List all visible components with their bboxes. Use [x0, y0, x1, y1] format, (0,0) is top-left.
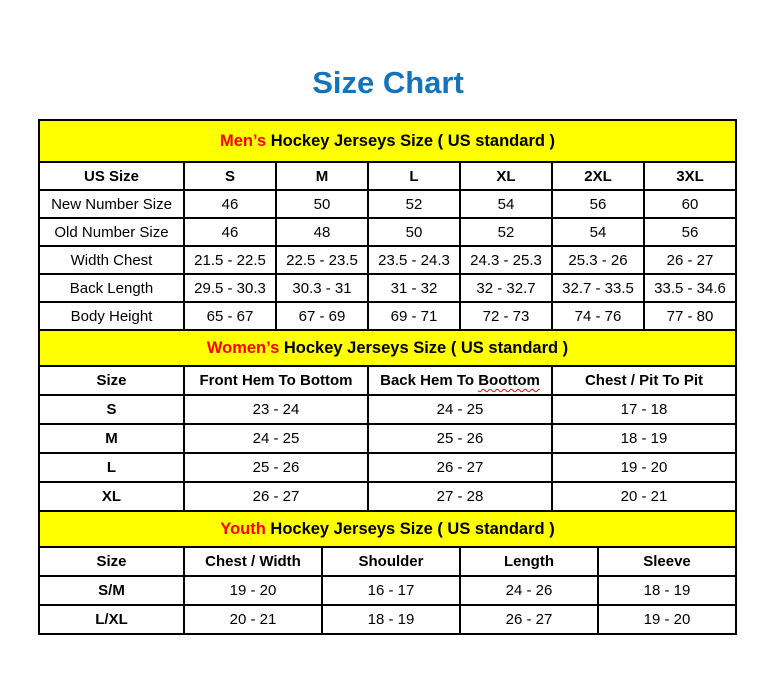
cell-value: 20 - 21 — [552, 482, 736, 511]
table-row — [39, 302, 736, 330]
cell-value: 25.3 - 26 — [552, 246, 644, 274]
row-label: Width Chest — [39, 246, 184, 274]
cell-value: 27 - 28 — [368, 482, 552, 511]
cell-value: 24 - 25 — [368, 395, 552, 424]
mens-col-m: M — [276, 162, 368, 190]
table-row — [39, 274, 736, 302]
womens-col-chest: Chest / Pit To Pit — [552, 366, 736, 395]
youth-col-shoulder: Shoulder — [322, 547, 460, 576]
table-row — [39, 190, 736, 218]
womens-column-header-row — [39, 366, 736, 395]
cell-value: 33.5 - 34.6 — [644, 274, 736, 302]
cell-value: 19 - 20 — [598, 605, 736, 634]
cell-value: 50 — [276, 190, 368, 218]
cell-value: 24 - 25 — [184, 424, 368, 453]
mens-col-2xl: 2XL — [552, 162, 644, 190]
womens-col-size: Size — [39, 366, 184, 395]
cell-value: 30.3 - 31 — [276, 274, 368, 302]
cell-value: 54 — [460, 190, 552, 218]
cell-value: 54 — [552, 218, 644, 246]
mens-col-s: S — [184, 162, 276, 190]
youth-size-table — [38, 510, 737, 635]
cell-value: 67 - 69 — [276, 302, 368, 330]
cell-value: 77 - 80 — [644, 302, 736, 330]
row-label: Old Number Size — [39, 218, 184, 246]
cell-value: 74 - 76 — [552, 302, 644, 330]
cell-value: 52 — [460, 218, 552, 246]
table-row — [39, 605, 736, 634]
size-tables-container — [38, 119, 735, 635]
cell-value: 65 - 67 — [184, 302, 276, 330]
cell-value: 26 - 27 — [644, 246, 736, 274]
youth-col-size: Size — [39, 547, 184, 576]
row-label: New Number Size — [39, 190, 184, 218]
mens-accent-label: Men’s — [219, 131, 267, 150]
youth-section-header-row — [39, 511, 736, 547]
cell-value: 32 - 32.7 — [460, 274, 552, 302]
youth-section-title — [39, 511, 736, 547]
cell-value: 32.7 - 33.5 — [552, 274, 644, 302]
womens-section-header-row — [39, 330, 736, 366]
cell-value: 26 - 27 — [368, 453, 552, 482]
cell-value: 52 — [368, 190, 460, 218]
cell-value: 21.5 - 22.5 — [184, 246, 276, 274]
mens-section-title — [39, 120, 736, 162]
cell-value: 31 - 32 — [368, 274, 460, 302]
cell-value: 17 - 18 — [552, 395, 736, 424]
womens-col-back-hem — [368, 366, 552, 395]
cell-value: 18 - 19 — [322, 605, 460, 634]
womens-size-table — [38, 329, 737, 512]
cell-value: 16 - 17 — [322, 576, 460, 605]
row-label: Back Length — [39, 274, 184, 302]
table-row — [39, 395, 736, 424]
row-label: L/XL — [39, 605, 184, 634]
mens-column-header-row — [39, 162, 736, 190]
youth-col-sleeve: Sleeve — [598, 547, 736, 576]
cell-value: 18 - 19 — [598, 576, 736, 605]
womens-title-text: Hockey Jerseys Size ( US standard ) — [279, 338, 569, 357]
cell-value: 29.5 - 30.3 — [184, 274, 276, 302]
table-row — [39, 424, 736, 453]
cell-value: 24.3 - 25.3 — [460, 246, 552, 274]
cell-value: 24 - 26 — [460, 576, 598, 605]
cell-value: 56 — [552, 190, 644, 218]
cell-value: 23.5 - 24.3 — [368, 246, 460, 274]
mens-col-l: L — [368, 162, 460, 190]
womens-col-front-hem: Front Hem To Bottom — [184, 366, 368, 395]
youth-col-chest-width: Chest / Width — [184, 547, 322, 576]
mens-col-us-size: US Size — [39, 162, 184, 190]
table-row — [39, 576, 736, 605]
cell-value: 50 — [368, 218, 460, 246]
youth-accent-label: Youth — [220, 519, 266, 538]
youth-col-length: Length — [460, 547, 598, 576]
mens-section-header-row — [39, 120, 736, 162]
table-row — [39, 218, 736, 246]
cell-value: 25 - 26 — [368, 424, 552, 453]
cell-value: 26 - 27 — [460, 605, 598, 634]
mens-size-table — [38, 119, 737, 331]
row-label: S/M — [39, 576, 184, 605]
mens-col-3xl: 3XL — [644, 162, 736, 190]
misspelled-word-squiggle: Boottom — [478, 372, 540, 389]
cell-value: 46 — [184, 190, 276, 218]
row-label: XL — [39, 482, 184, 511]
cell-value: 56 — [644, 218, 736, 246]
table-row — [39, 246, 736, 274]
cell-value: 22.5 - 23.5 — [276, 246, 368, 274]
table-row — [39, 453, 736, 482]
table-row — [39, 482, 736, 511]
youth-column-header-row — [39, 547, 736, 576]
cell-value: 23 - 24 — [184, 395, 368, 424]
cell-value: 25 - 26 — [184, 453, 368, 482]
row-label: S — [39, 395, 184, 424]
cell-value: 46 — [184, 218, 276, 246]
row-label: Body Height — [39, 302, 184, 330]
cell-value: 18 - 19 — [552, 424, 736, 453]
cell-value: 19 - 20 — [184, 576, 322, 605]
cell-value: 69 - 71 — [368, 302, 460, 330]
cell-value: 72 - 73 — [460, 302, 552, 330]
womens-section-title — [39, 330, 736, 366]
mens-col-xl: XL — [460, 162, 552, 190]
womens-accent-label: Women’s — [206, 338, 280, 357]
cell-value: 48 — [276, 218, 368, 246]
cell-value: 19 - 20 — [552, 453, 736, 482]
row-label: M — [39, 424, 184, 453]
youth-title-text: Hockey Jerseys Size ( US standard ) — [265, 519, 555, 538]
cell-value: 20 - 21 — [184, 605, 322, 634]
page-title: Size Chart — [312, 65, 464, 100]
cell-value: 60 — [644, 190, 736, 218]
back-hem-prefix: Back Hem To — [380, 372, 479, 389]
mens-title-text: Hockey Jerseys Size ( US standard ) — [266, 131, 556, 150]
cell-value: 26 - 27 — [184, 482, 368, 511]
row-label: L — [39, 453, 184, 482]
